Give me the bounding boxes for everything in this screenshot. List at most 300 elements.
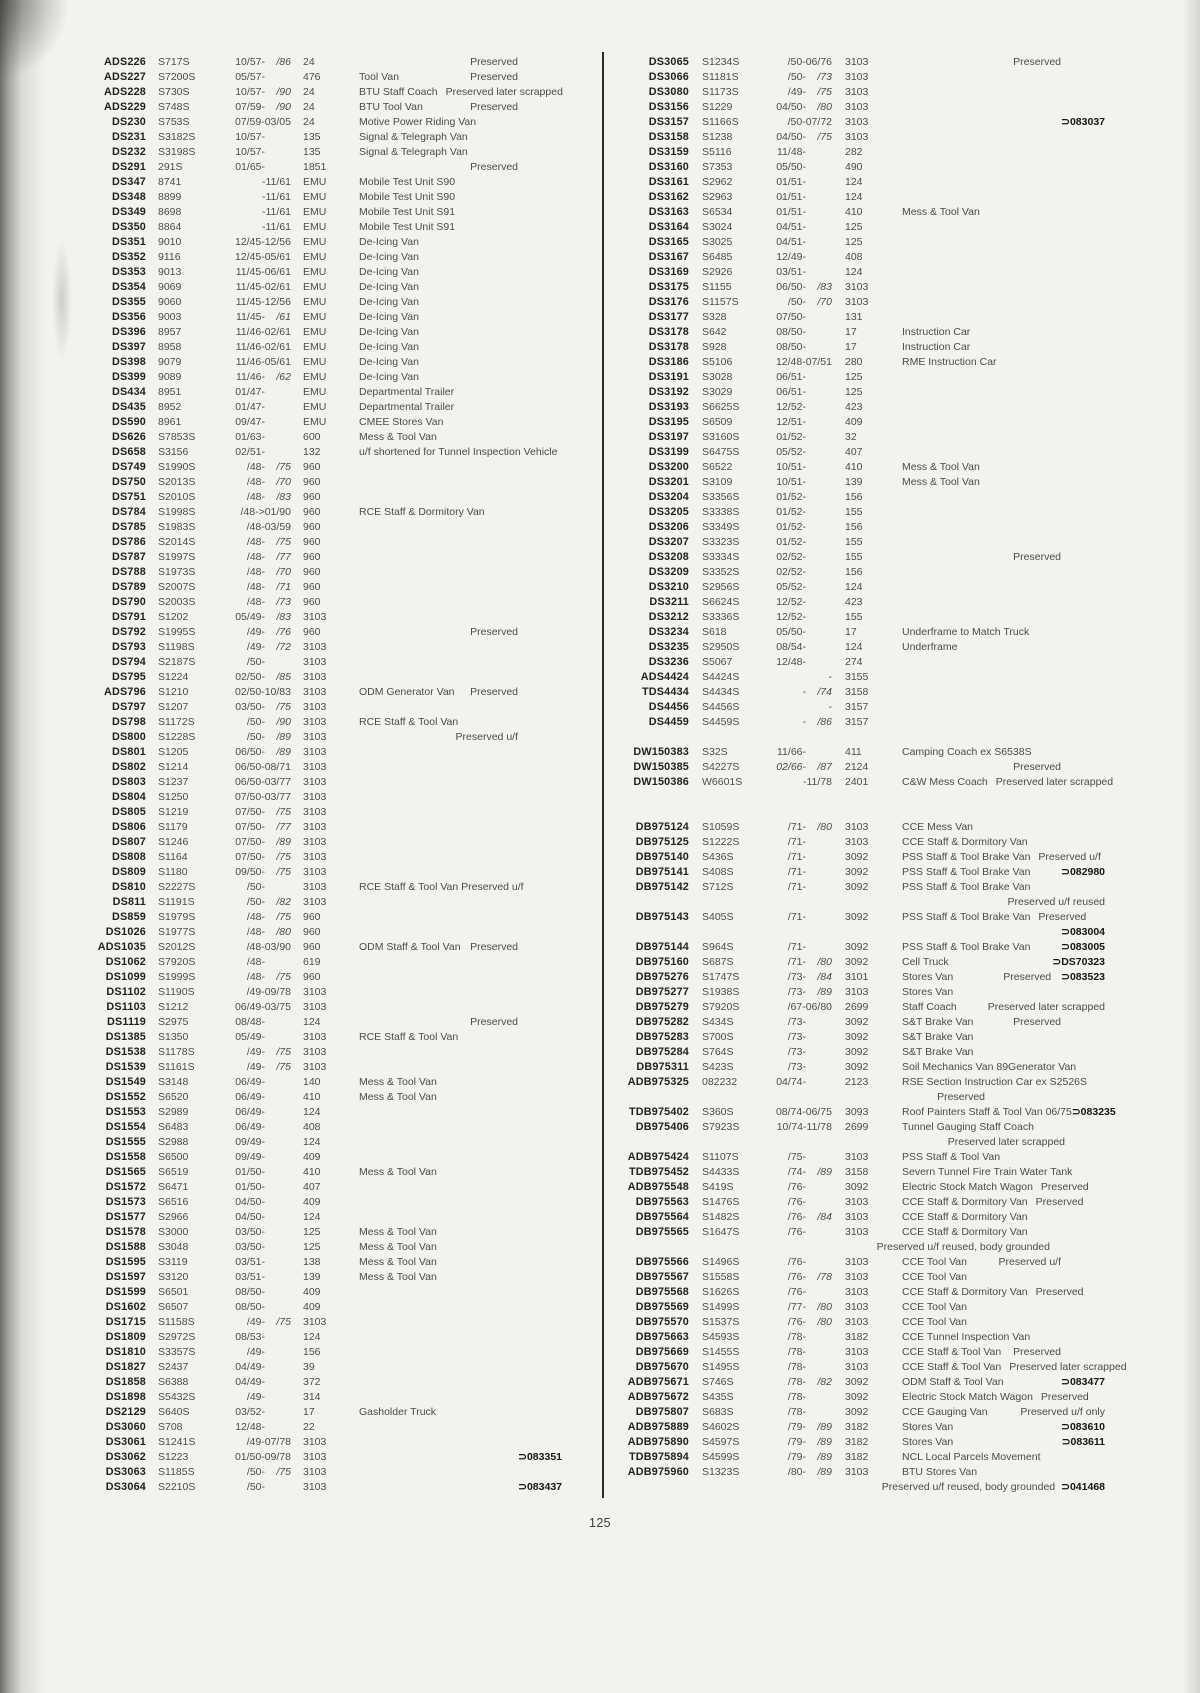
dates-cell: [770, 115, 832, 130]
date-range: 10/74-11/78: [776, 1121, 832, 1133]
description: ODM Staff & Tool Van: [359, 941, 461, 953]
dates-cell: [770, 955, 832, 970]
dates-cell: [770, 565, 832, 580]
stock-number: DS3210: [648, 581, 689, 593]
previous-number: S3198S: [158, 146, 196, 158]
dates-cell: [770, 250, 832, 265]
description: ODM Generator Van: [359, 686, 455, 698]
description: BTU Stores Van: [902, 1466, 978, 1478]
date-range: /49-07/78: [246, 1436, 291, 1448]
date-to: /70: [276, 566, 291, 578]
stock-number: DS1553: [105, 1106, 146, 1118]
stock-number: DS749: [111, 461, 146, 473]
diagram-number: 3103: [303, 731, 327, 743]
diagram-number: 125: [303, 1241, 321, 1253]
date-from: /78-: [787, 1406, 806, 1418]
status-note: Preserved: [470, 101, 518, 113]
description-cell: [359, 1465, 562, 1480]
blank-line: [616, 790, 1105, 805]
date-from: 01/52-: [776, 506, 806, 518]
description-cell: [902, 640, 1105, 655]
description-cell: [359, 190, 562, 205]
diagram-number: 131: [845, 311, 863, 323]
stock-row: [88, 1195, 562, 1210]
dates-cell: [225, 775, 291, 790]
stock-number: DS1538: [105, 1046, 146, 1058]
stock-number: ADS796: [103, 686, 146, 698]
dates-cell: [770, 685, 832, 700]
diagram-number: 3103: [845, 1301, 869, 1313]
stock-row: [616, 1450, 1105, 1465]
diagram-number: 960: [303, 551, 321, 563]
diagram-number: 3103: [303, 1031, 327, 1043]
description-cell: [359, 1480, 562, 1495]
date-from: /48-: [246, 491, 265, 503]
stock-row: [88, 505, 562, 520]
date-to: /61: [276, 311, 291, 323]
description-cell: [902, 880, 1105, 895]
dates-cell: [225, 715, 291, 730]
stock-number: DS1565: [105, 1166, 146, 1178]
stock-row: [616, 775, 1114, 790]
dates-cell: [225, 295, 291, 310]
description: De-Icing Van: [359, 251, 419, 263]
previous-number: S32S: [702, 746, 728, 758]
stock-number: DS3211: [649, 596, 689, 608]
photo-ref: ⊃083235: [1071, 1106, 1116, 1118]
stock-number: DS807: [111, 836, 146, 848]
previous-number: S1155: [702, 281, 732, 293]
date-range: /48-03/90: [246, 941, 291, 953]
date-to: [806, 160, 832, 175]
description-cell: [902, 775, 1114, 790]
date-to: [806, 850, 832, 865]
date-from: /50-: [246, 896, 265, 908]
dates-cell: [770, 325, 832, 340]
stock-row: [88, 115, 562, 130]
diagram-number: 125: [845, 371, 863, 383]
previous-number: S1938S: [702, 986, 740, 998]
status-note: Preserved: [1013, 1016, 1061, 1028]
date-to: [265, 1345, 291, 1360]
previous-number: S2227S: [158, 881, 196, 893]
dates-cell: [770, 550, 832, 565]
stock-number: DS1554: [105, 1121, 146, 1133]
stock-row: [88, 1300, 562, 1315]
dates-cell: [225, 445, 291, 460]
stock-number: DS3064: [105, 1481, 146, 1493]
date-from: 06/51-: [776, 371, 806, 383]
date-from: 10/57-: [235, 131, 265, 143]
dates-cell: [225, 580, 291, 595]
previous-number: S764S: [702, 1046, 734, 1058]
date-to: /87: [817, 761, 832, 773]
date-from: 08/53-: [235, 1331, 265, 1343]
diagram-number: 3103: [845, 1361, 869, 1373]
stock-number: DB975663: [635, 1331, 689, 1343]
date-from: 05/49-: [235, 1031, 265, 1043]
stock-row: [88, 220, 562, 235]
dates-cell: [225, 205, 291, 220]
date-from: /50-: [787, 296, 806, 308]
description: Tunnel Gauging Staff Coach: [902, 1121, 1034, 1133]
diagram-number: EMU: [303, 326, 327, 338]
dates-cell: [225, 415, 291, 430]
date-from: /80-: [787, 1466, 806, 1478]
description-cell: [902, 115, 1105, 130]
date-range: -11/61: [262, 176, 291, 188]
dates-cell: [225, 1330, 291, 1345]
date-range: -: [828, 701, 832, 713]
previous-number: S1482S: [702, 1211, 740, 1223]
previous-number: S1214: [158, 761, 189, 773]
description-cell: [359, 970, 562, 985]
date-from: /48-: [246, 596, 265, 608]
description: CCE Tool Van: [902, 1256, 967, 1268]
diagram-number: EMU: [303, 311, 327, 323]
description-cell: [359, 235, 562, 250]
date-range: 12/48-07/51: [775, 356, 832, 368]
description: CCE Tunnel Inspection Van: [902, 1331, 1031, 1343]
diagram-number: EMU: [303, 266, 327, 278]
stock-row: [616, 580, 1105, 595]
diagram-number: 3103: [303, 671, 327, 683]
stock-number: DB975565: [635, 1226, 689, 1238]
dates-cell: [225, 1210, 291, 1225]
stock-number: DS2129: [105, 1406, 146, 1418]
previous-number: S618: [702, 626, 727, 638]
date-from: /76-: [787, 1196, 806, 1208]
dates-cell: [225, 1015, 291, 1030]
date-from: 04/49-: [235, 1376, 265, 1388]
date-to: [806, 655, 832, 670]
previous-number: S1350: [158, 1031, 189, 1043]
dates-cell: [770, 55, 832, 70]
stock-row: [616, 1210, 1105, 1225]
dates-cell: [225, 85, 291, 100]
dates-cell: [770, 475, 832, 490]
stock-number: DB975670: [635, 1361, 689, 1373]
diagram-number: 124: [303, 1211, 321, 1223]
date-from: /71-: [787, 941, 806, 953]
date-to: [806, 1060, 832, 1075]
description: Signal & Telegraph Van: [359, 146, 468, 158]
description: CCE Mess Van: [902, 821, 973, 833]
stock-number: ADS229: [103, 101, 146, 113]
date-to: /73: [276, 596, 291, 608]
stock-number: DS230: [111, 116, 146, 128]
dates-cell: [770, 775, 832, 790]
previous-number: S419S: [702, 1181, 734, 1193]
dates-cell: [225, 1300, 291, 1315]
date-from: /78-: [787, 1346, 806, 1358]
diagram-number: 3103: [303, 896, 327, 908]
status-note: Preserved u/f: [455, 731, 518, 743]
stock-number: DS1602: [105, 1301, 146, 1313]
stock-number: DS3169: [648, 266, 689, 278]
stock-row: [616, 445, 1105, 460]
date-to: [265, 400, 291, 415]
date-from: /49-: [246, 626, 265, 638]
status-note: Preserved: [470, 161, 518, 173]
date-from: 06/49-: [235, 1091, 265, 1103]
date-to: [806, 910, 832, 925]
date-range: 01/50-09/78: [234, 1451, 291, 1463]
diagram-number: 140: [303, 1076, 321, 1088]
stock-row: [616, 520, 1105, 535]
stock-number: DS809: [111, 866, 146, 878]
dates-cell: [225, 340, 291, 355]
stock-number: DW150386: [633, 776, 689, 788]
previous-number: S1181S: [702, 71, 739, 83]
stock-row: [616, 1285, 1105, 1300]
stock-row: [616, 955, 1105, 970]
description-cell: [359, 595, 562, 610]
stock-number: DS348: [111, 191, 146, 203]
photo-ref: ⊃083351: [518, 1451, 562, 1463]
previous-number: S1476S: [702, 1196, 740, 1208]
date-to: /75: [276, 911, 291, 923]
stock-row: [616, 715, 1105, 730]
dates-cell: [225, 505, 291, 520]
previous-number: S1219: [158, 806, 189, 818]
diagram-number: 960: [303, 581, 321, 593]
previous-number: 291S: [158, 161, 183, 173]
diagram-number: 39: [303, 1361, 315, 1373]
stock-number: DS354: [111, 281, 146, 293]
description: CCE Staff & Dormitory Van: [902, 1196, 1028, 1208]
stock-number: DB975124: [635, 821, 689, 833]
date-to: [265, 1405, 291, 1420]
dates-cell: [225, 970, 291, 985]
stock-row: [88, 535, 562, 550]
description: Stores Van: [902, 1421, 954, 1433]
diagram-number: 3101: [845, 971, 869, 983]
date-to: [265, 1105, 291, 1120]
dates-cell: [225, 1405, 291, 1420]
stock-row: [88, 70, 562, 85]
description-cell: [902, 1120, 1105, 1135]
description-cell: [359, 1015, 562, 1030]
date-to: [806, 580, 832, 595]
diagram-number: 125: [845, 386, 863, 398]
previous-number: 9013: [158, 266, 182, 278]
stock-row: [616, 1180, 1105, 1195]
date-from: 10/57-: [235, 146, 265, 158]
diagram-number: 125: [845, 221, 863, 233]
stock-number: DS751: [111, 491, 146, 503]
description-cell: [359, 505, 562, 520]
description: u/f shortened for Tunnel Inspection Vehicle: [359, 446, 558, 458]
stock-row: [88, 355, 562, 370]
date-range: 07/59-03/05: [234, 116, 291, 128]
date-from: /73-: [787, 986, 806, 998]
description-cell: [902, 865, 1105, 880]
stock-row: [88, 1210, 562, 1225]
date-from: 08/50-: [235, 1301, 265, 1313]
diagram-number: 124: [845, 191, 863, 203]
date-from: 06/50-: [776, 281, 806, 293]
diagram-number: 3103: [845, 86, 869, 98]
description-cell: [359, 775, 562, 790]
stock-row: [616, 1270, 1105, 1285]
description: C&W Mess Coach: [902, 776, 988, 788]
description: PSS Staff & Tool Brake Van: [902, 851, 1031, 863]
stock-number: DB975564: [635, 1211, 689, 1223]
stock-number: DS3234: [648, 626, 689, 638]
dates-cell: [770, 1180, 832, 1195]
description-cell: [902, 370, 1105, 385]
previous-number: S1198S: [158, 641, 195, 653]
description-cell: [359, 685, 562, 700]
stock-number: DB975277: [635, 986, 689, 998]
stock-number: DB975311: [636, 1061, 689, 1073]
description: Electric Stock Match Wagon: [902, 1391, 1033, 1403]
date-from: 04/51-: [776, 236, 806, 248]
stock-row: [88, 625, 562, 640]
dates-cell: [770, 1405, 832, 1420]
date-from: /71-: [787, 866, 806, 878]
stock-number: ADB975424: [627, 1151, 689, 1163]
description-cell: [902, 430, 1105, 445]
stock-number: DB975566: [635, 1256, 689, 1268]
diagram-number: 960: [303, 506, 321, 518]
diagram-number: 138: [303, 1256, 321, 1268]
stock-row: [616, 460, 1105, 475]
stock-number: ADS1035: [97, 941, 146, 953]
description-cell: [359, 700, 562, 715]
dates-cell: [225, 1165, 291, 1180]
previous-number: S6519: [158, 1166, 189, 1178]
date-from: /48-: [246, 971, 265, 983]
previous-number: S1224: [158, 671, 189, 683]
date-from: -: [802, 686, 806, 698]
stock-row: [88, 295, 562, 310]
previous-number: S1241S: [158, 1436, 196, 1448]
description-cell: [902, 1195, 1105, 1210]
diagram-number: 3103: [845, 1256, 869, 1268]
diagram-number: 3103: [845, 1346, 869, 1358]
dates-cell: [225, 655, 291, 670]
dates-cell: [770, 625, 832, 640]
description-cell: [359, 265, 562, 280]
stock-row: [88, 1405, 562, 1420]
dates-cell: [770, 1210, 832, 1225]
description-cell: [359, 760, 562, 775]
stock-row: [88, 1000, 562, 1015]
dates-cell: [225, 1180, 291, 1195]
stock-row: [616, 1360, 1127, 1375]
stock-row: [88, 745, 562, 760]
date-from: 01/51-: [776, 191, 806, 203]
diagram-number: EMU: [303, 236, 327, 248]
previous-number: S1499S: [702, 1301, 740, 1313]
stock-number: DS590: [111, 416, 146, 428]
description: Mess & Tool Van: [359, 1076, 437, 1088]
date-to: [806, 745, 832, 760]
stock-row: [616, 700, 1105, 715]
stock-row: [88, 910, 562, 925]
date-to: /83: [276, 611, 291, 623]
description: Mess & Tool Van: [359, 431, 437, 443]
date-to: [806, 505, 832, 520]
date-from: 07/50-: [235, 806, 265, 818]
stock-number: DS350: [111, 221, 146, 233]
previous-number: S3025: [702, 236, 733, 248]
description-cell: [359, 1285, 562, 1300]
diagram-number: 3103: [303, 641, 327, 653]
date-to: [806, 490, 832, 505]
date-from: /73-: [787, 971, 806, 983]
description-cell: [902, 505, 1105, 520]
date-from: 12/52-: [776, 401, 806, 413]
continuation-note: Preserved u/f reused, body grounded: [876, 1241, 1050, 1253]
date-from: 06/49-: [235, 1106, 265, 1118]
previous-number: S3000: [158, 1226, 189, 1238]
dates-cell: [225, 160, 291, 175]
description: S&T Brake Van: [902, 1016, 974, 1028]
description-cell: [359, 355, 562, 370]
date-from: 12/48-: [235, 1421, 265, 1433]
stock-row: [88, 250, 562, 265]
stock-number: TDS4434: [641, 686, 689, 698]
description-cell: [359, 160, 562, 175]
stock-row: [616, 310, 1105, 325]
previous-number: S3048: [158, 1241, 189, 1253]
previous-number: S6624S: [702, 596, 740, 608]
date-to: [265, 1120, 291, 1135]
description-cell: [359, 445, 562, 460]
description-cell: [359, 325, 562, 340]
previous-number: S700S: [702, 1031, 734, 1043]
stock-number: DS3157: [648, 116, 689, 128]
date-to: [806, 190, 832, 205]
dates-cell: [770, 220, 832, 235]
diagram-number: 960: [303, 941, 321, 953]
previous-number: S5432S: [158, 1391, 196, 1403]
stock-number: DS3178: [648, 341, 689, 353]
date-from: 01/50-: [235, 1166, 265, 1178]
previous-number: S2012S: [158, 941, 196, 953]
diagram-number: 280: [845, 356, 863, 368]
description-cell: [359, 1105, 562, 1120]
diagram-number: EMU: [303, 251, 327, 263]
previous-number: S1173S: [702, 86, 739, 98]
stock-number: DS3199: [648, 446, 689, 458]
dates-cell: [770, 505, 832, 520]
previous-number: S2014S: [158, 536, 196, 548]
previous-number: S1191S: [158, 896, 195, 908]
description: Tool Van: [359, 71, 400, 83]
dates-cell: [225, 235, 291, 250]
date-from: /76-: [787, 1256, 806, 1268]
date-from: /49-: [246, 1346, 265, 1358]
diagram-number: 3092: [845, 941, 869, 953]
date-from: 04/49-: [235, 1361, 265, 1373]
previous-number: S1164: [158, 851, 188, 863]
stock-number: DS3186: [648, 356, 689, 368]
dates-cell: [770, 1045, 832, 1060]
stock-number: DS3165: [648, 236, 689, 248]
diagram-number: 372: [303, 1376, 321, 1388]
diagram-number: 125: [845, 236, 863, 248]
previous-number: S435S: [702, 1391, 734, 1403]
previous-number: S3029: [702, 386, 733, 398]
stock-row: [616, 685, 1105, 700]
previous-number: S436S: [702, 851, 734, 863]
dates-cell: [225, 1285, 291, 1300]
dates-cell: [225, 1360, 291, 1375]
